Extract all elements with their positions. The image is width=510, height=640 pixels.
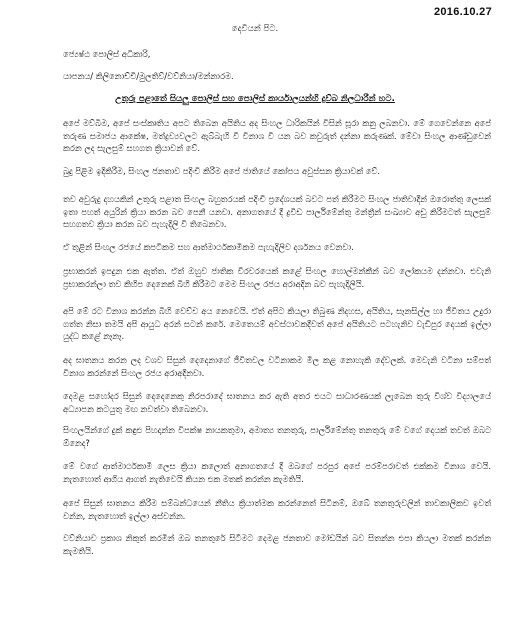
body-paragraph-9: සිංහලයින්ගේ දුක් කඳුළු පිහදාන්න විපක්ෂ නායකතුමා, අමාත්‍ය තනතුරු, පාර්ලිමේන්තු තනතුරු මේ වගේ දෙයක් තවත් ඔබට ඕනෙද? — [63, 425, 491, 448]
body-paragraph-3: තව අවුරුදු දහයකින් උතුරු පළාත සිංහල බහුතරයක් පදිංචි ප්‍රදේශයක් බවට පත් කිරීමට සිංහල ජාතිවාදීන් ඔරොත්තු ලෙසක් ඉතා පහත් අයුරින් ක්‍රියා කරන බව පෙනී යනවා. අනාගතයේ දී ද්‍රවිඩ පාර්ලිමේන්තු මන්ත්‍රීන් සංඛ්‍යාව අඩු කිරීමටත් සැලසුම් සහගතව ක්‍රියා කරන බව පැහැදිලි වී තිබෙනවා. — [63, 194, 491, 230]
body-paragraph-11: අපේ සිසුන් ඝාතනය කිරීම සම්බන්ධයෙන් නීතිය ක්‍රියාත්මක කරන්නෙත් සිටිනම්, ඔබේ තනතුරුවලින් තාවකාලිකව ඉවත් වන්න, නැතහොත් ඉල්ලා අස්වන්න. — [63, 498, 491, 521]
body-paragraph-12: වව්නියාව ප්‍රකාශ නිකුත් කරමින් ඔබ තනතුරේ සිටීමට දෙමළ ජනතාව මෝඩයින් බව සිතන්න එපා කියලා මතක් කරන්න කැමතියි. — [63, 533, 491, 556]
body-paragraph-8: දෙමළ සහෝදර සිසුන් දෙදෙනෙකු නිරපරාදේ ඝාතනය කර ඇති අතර එයට සාධාරණයක් ලැබෙන තුරු විශ්ව විද්‍යාලයේ අධ්‍යාපන කටයුතු මඟ නවත්වා තිබෙනවා. — [63, 391, 491, 414]
body-paragraph-4: ඒ තුළින් සිංහල රජයේ කපටිකම සහ ආත්මාර්ථකාමිකම පැහැදිලිව දර්ශනය වෙනවා. — [63, 242, 354, 252]
subject-heading: උතුරු පළාතේ සියලු පොලිස් සහ පොලිස් කාර්යාලයන්හි දුව්බ නිලධාරීන් හට. — [115, 94, 395, 104]
body-paragraph-1: අපේ මව්බිම, අපේ සංස්කෘතිය අපට තිබෙන අයිතිය අද සිංහල ධාරිකයින් විසින් සූරා කනු ලබනවා. මේ ගෙවෙන්නෙ අපේ තරුණ සමාජය ආකේෂ, මත්ද්‍රව්‍යවලට ඇබ්බැහි වී විනාශ වී යන බව කවුරුත් දන්නා කරුණක්. මේවා සිංහල ආණ්ඩුවෙන් කරන ලද සැලසුම් සහගත ක්‍රියාවන් වේ. — [63, 118, 491, 154]
body-paragraph-10: මේ වගේ ආත්මාර්ථකාමී ලෙස ක්‍රියා කලොත් අනාගතයේ දී ඔබගේ පරපුර අපේ පරම්පරාවත් එක්කම විනාශ වෙයි. නැතහොත් ආගිය ආගත් නැතිවෙයි කියන එක මතක් කරන්න කැමතියි. — [63, 461, 491, 484]
recipient-line: ජ්‍යෙෂ්ඨ පොලිස් අධිකාරි, — [63, 49, 151, 59]
letter-date: 2016.10.27 — [433, 6, 492, 18]
body-paragraph-7: අද ඝාතනය කරන ලද වශව සිසුන් දෙදෙනාගේ ජීවිතවල වටිනාකම මිල කළ නොහැකි දේවලක්. මෙවැනි වටිනා සම්පත් විනාශ කරන්නේ සිංහල රජය අරාඅදීනවා. — [63, 355, 491, 378]
body-paragraph-6: අපි මේ රට විනාශ කරන්න බිහි වෙච්ච අය නෙවෙයි. ඒත් අපිට කියලා තිබුණ නිදහස, අයිතිය, සෑනසිල්ල හා ජීවිතය උදුරා ගත්ත නිසා තමයි අපි ආයුධ අරන් සටන් කරේ. මෙතෙයම් අවස්ථාවකදීවත් අපේ අයිතියට පටහැනිව වැඩිපුර දෙයක් ඉල්ලා යුද්ධ කළේ නෑනෑ. — [63, 306, 491, 342]
body-paragraph-2: බුදු පිළිම ඉදිකිරීම, සිංහල ජනතාව පදිංචි කිරීම අපේ ජාතියේ කෝපය අවුස්සන ක්‍රියාවක් වේ. — [63, 166, 381, 176]
body-paragraph-5: ප්‍රභාකරන් ඉපදුන එක ඇත්ත. ඒත් ඔහුව ජාතික වීරවරයෙක් කළේ සිංහල හොල්මන්කීන් බව ලෝකයම දන්නවා. එවැනි ප්‍රභාකරන්ලා තව කිහිප දෙනෙක් බිහි කිරීමට මෙම සිංහල රජය අරාඅදින බව පැහැදිලියි. — [63, 266, 491, 289]
sender-line: දෙවියන් පිට. — [231, 24, 279, 34]
districts-line: යාපනය/ කිලිනොච්චි/මුලතිව්/වව්නියා/මන්නාරම. — [63, 71, 234, 81]
